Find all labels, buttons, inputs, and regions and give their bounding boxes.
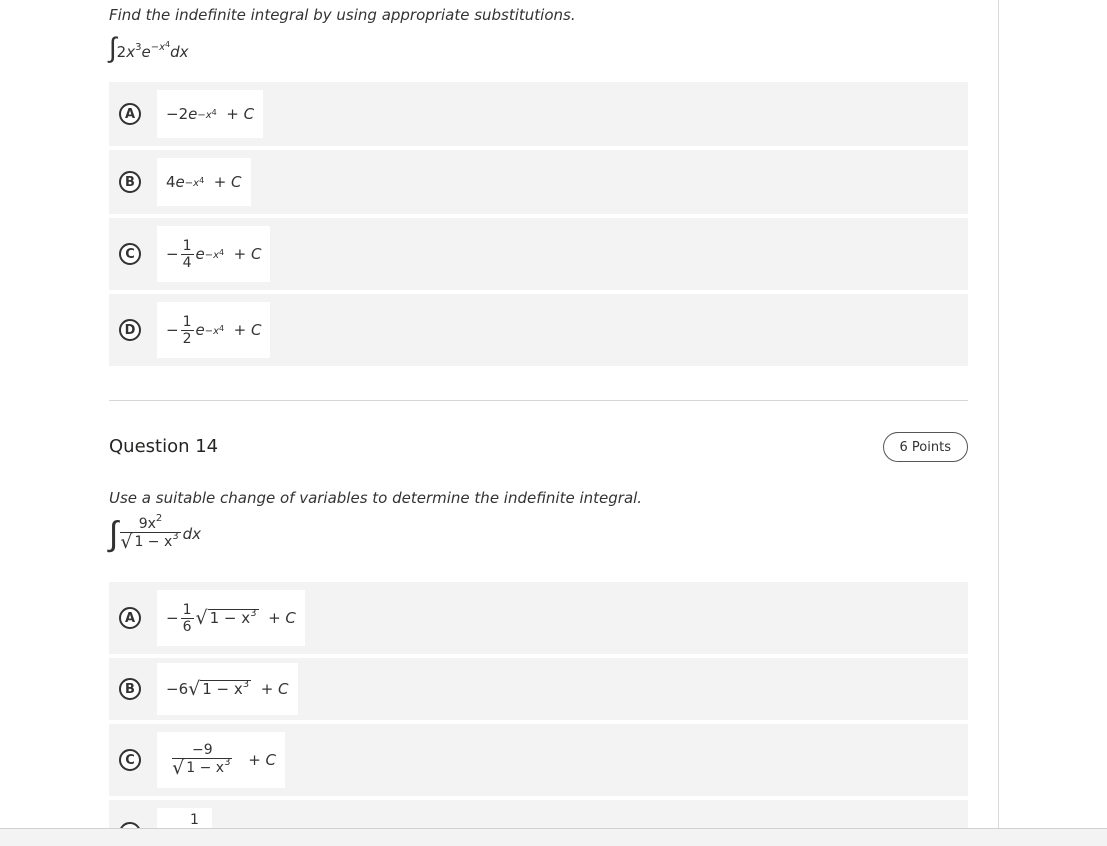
q13-option-b[interactable]	[109, 150, 968, 214]
q13-choice-a: −2 e $-x^4$ + C	[157, 90, 263, 138]
q13-integral: $\int 2x^3e^{-x^4}dx$	[109, 31, 189, 64]
points-badge: 6 Points	[883, 432, 968, 462]
horizontal-scrollbar[interactable]	[0, 828, 1107, 846]
q13-option-a[interactable]	[109, 82, 968, 146]
q14-option-d[interactable]	[109, 800, 968, 828]
radio-b[interactable]: B	[119, 678, 141, 700]
q13-choice-c: − $\frac{1}{4}$ e $-x^4$ + C	[157, 226, 270, 282]
question-divider	[109, 400, 968, 401]
radio-a[interactable]: A	[119, 103, 141, 125]
q14-option-a[interactable]	[109, 582, 968, 654]
q14-prompt: Use a suitable change of variables to determine the indefinite integral.	[109, 489, 643, 507]
q13-option-c[interactable]	[109, 218, 968, 290]
q14-choice-a: − $\frac{1}{6}$ √ $1 - x^3$ + C	[157, 590, 305, 646]
q14-option-c[interactable]	[109, 724, 968, 796]
radio-b[interactable]: B	[119, 171, 141, 193]
radio-c[interactable]: C	[119, 243, 141, 265]
radio-c[interactable]: C	[119, 749, 141, 771]
q14-choice-d: 1	[157, 808, 212, 828]
q13-choice-b: 4 e $-x^4$ + C	[157, 158, 251, 206]
q14-choice-c: −9 √ $1 - x^3$ + C	[157, 732, 285, 788]
q14-integral: ∫ $9x^2$ √ $1 - x^3$ dx	[109, 513, 202, 554]
q14-choice-b: −6 √ $1 - x^3$ + C	[157, 663, 298, 715]
radio-a[interactable]: A	[119, 607, 141, 629]
q13-option-d[interactable]	[109, 294, 968, 366]
right-border-line	[998, 0, 999, 828]
radio-d[interactable]: D	[119, 319, 141, 341]
q13-choice-d: − $\frac{1}{2}$ e $-x^4$ + C	[157, 302, 270, 358]
question-14-title: Question 14	[109, 436, 219, 457]
q14-option-b[interactable]	[109, 658, 968, 720]
q13-prompt: Find the indefinite integral by using appropriate substitutions.	[109, 6, 576, 24]
